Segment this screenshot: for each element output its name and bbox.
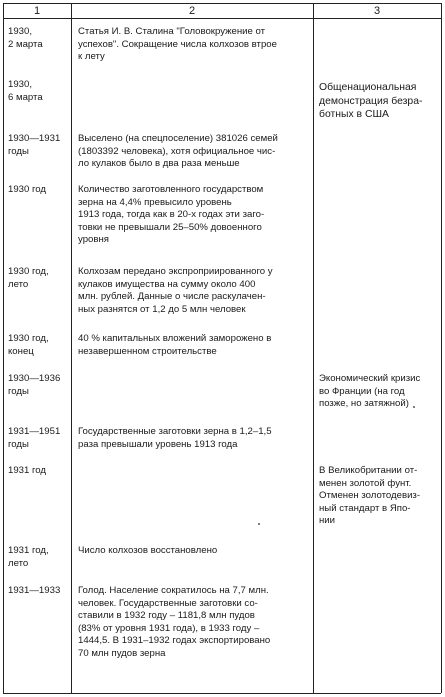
row-world-event: Общенациональная демонстрация безра- ботных в США — [319, 82, 423, 120]
row-date: 1931 год, лето — [8, 545, 49, 569]
column-header-3: 3 — [373, 5, 381, 17]
row-date: 1930 год — [8, 184, 47, 195]
table-border-right — [441, 3, 442, 693]
row-ussr-event: Колхозам передано экспроприированного у кулаков имущества на сумму около 400 млн. рублей. Данные о числе раскулачен- ных разнятся от 1,2 до 5 млн человек — [78, 266, 273, 315]
scan-speck — [258, 523, 260, 525]
row-ussr-event: Количество заготовленного государством зерна на 4,4% превысило уровень 1913 года, тогда как в 20-х годах эти заго- товки не превышали 25–50% довоенного уровня — [78, 184, 265, 245]
row-ussr-event: Статья И. В. Сталина "Головокружение от успехов". Сокращение числа колхозов втрое к лету — [78, 26, 277, 62]
table-border-top — [3, 3, 441, 4]
table-border-bottom — [3, 693, 441, 694]
row-ussr-event: 40 % капитальных вложений заморожено в незавершенном строительстве — [78, 333, 272, 357]
column-header-1: 1 — [33, 5, 41, 17]
row-date: 1930—1931 годы — [8, 133, 61, 157]
scan-speck — [413, 406, 415, 408]
row-date: 1930 год, конец — [8, 333, 49, 357]
row-date: 1931 год — [8, 465, 47, 476]
row-world-event: Экономический кризис во Франции (на год позже, но затяжной) — [319, 373, 421, 409]
row-ussr-event: Выселено (на спецпоселение) 381026 семей (1803392 человека), хотя официальное чис- ло кулаков было в два раза меньше — [78, 133, 278, 169]
column-header-2: 2 — [188, 5, 196, 17]
column-divider-2 — [313, 3, 314, 693]
row-date: 1930, 2 марта — [8, 26, 43, 50]
column-divider-1 — [71, 3, 72, 693]
row-date: 1930—1936 годы — [8, 373, 61, 397]
row-ussr-event: Голод. Население сократилось на 7,7 млн. человек. Государственные заготовки со- ставили в 1932 году – 1181,8 млн пудов (83% от уровня 1931 года), в 1933 году – 1444,5. В 1931–1932 годах экспортировано 70 млн пудов зерна — [78, 585, 271, 659]
row-date: 1931—1951 годы — [8, 426, 61, 450]
row-ussr-event: Число колхозов восстановлено — [78, 545, 218, 556]
row-date: 1930 год, лето — [8, 266, 49, 290]
row-ussr-event: Государственные заготовки зерна в 1,2–1,5 раза превышали уровень 1913 года — [78, 426, 272, 450]
header-divider — [3, 18, 441, 19]
row-world-event: В Великобритании от- менен золотой фунт. Отменен золотодевиз- ный стандарт в Япо- нии — [319, 465, 421, 526]
row-date: 1931—1933 — [8, 585, 61, 596]
row-date: 1930, 6 марта — [8, 79, 43, 103]
table-border-left — [3, 3, 4, 693]
